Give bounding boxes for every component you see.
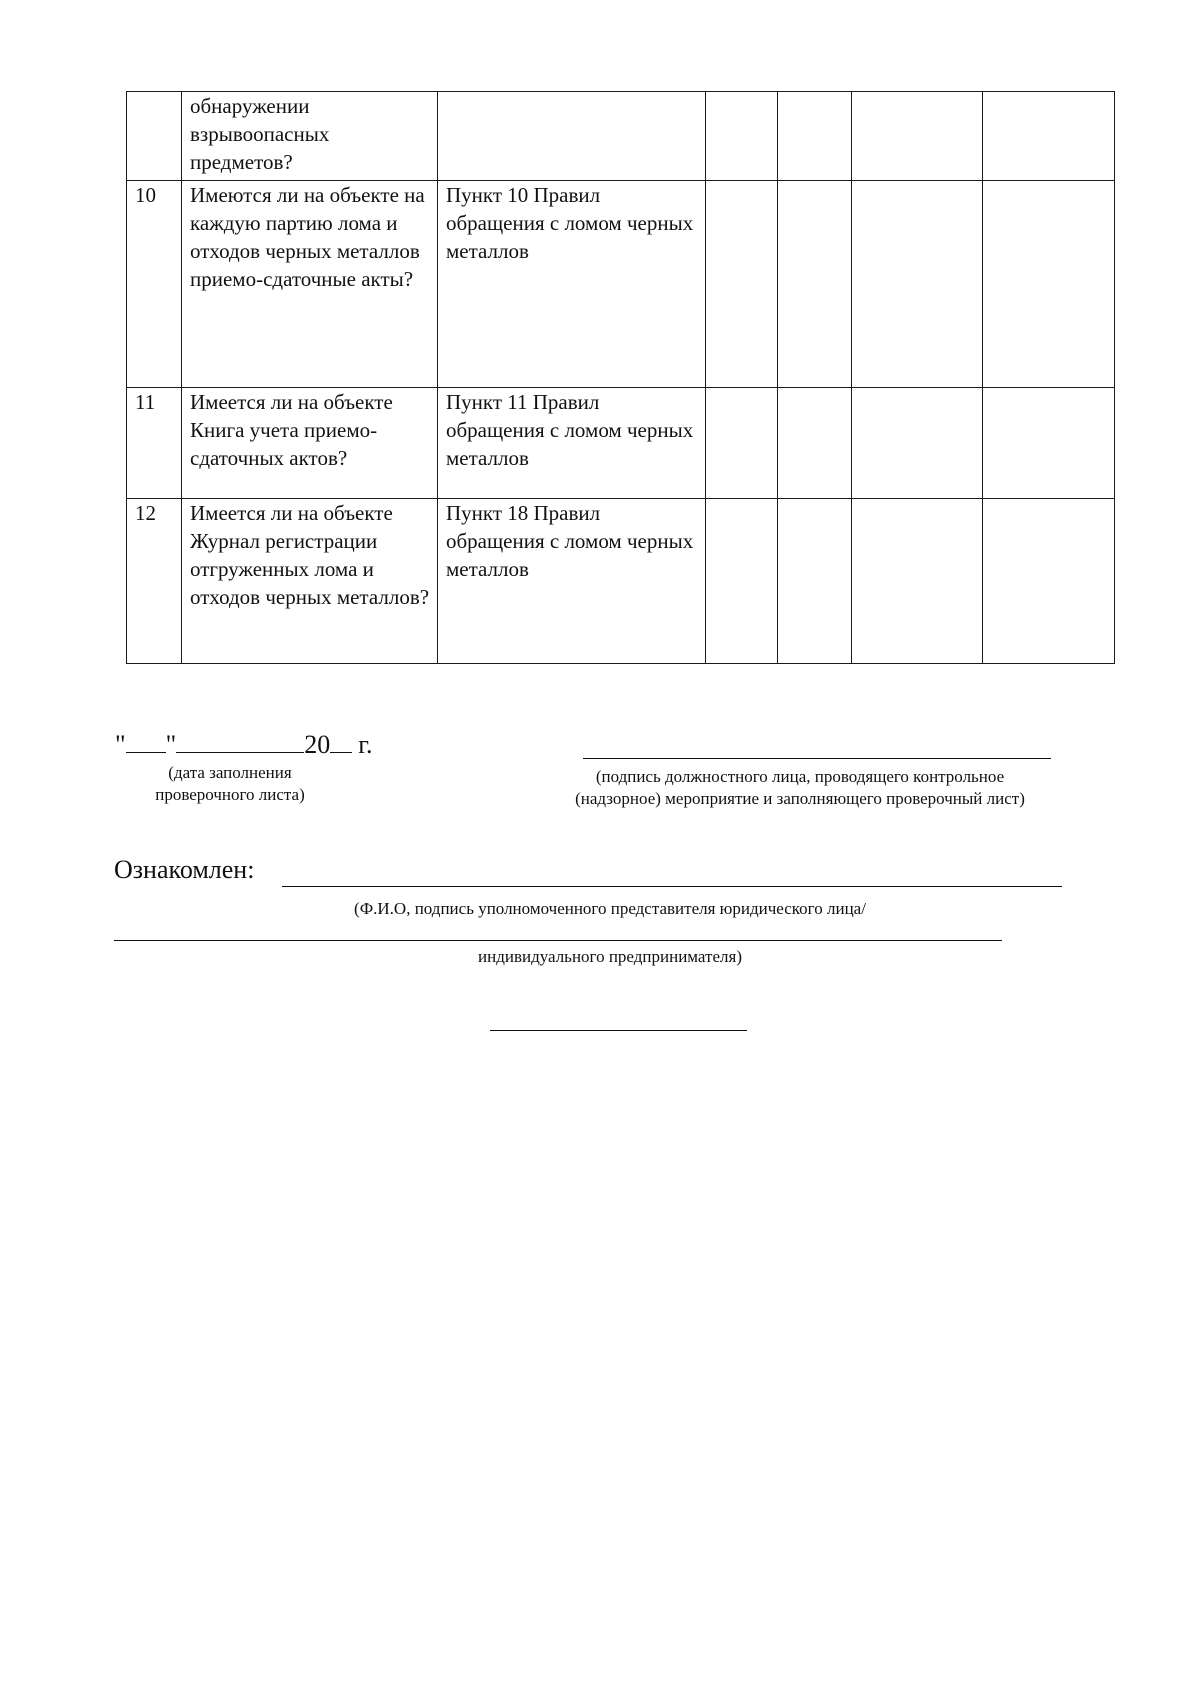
answer-cell — [706, 388, 778, 499]
row-number: 11 — [127, 388, 182, 499]
note-cell — [983, 181, 1115, 388]
answer-cell — [706, 181, 778, 388]
row-number: 12 — [127, 499, 182, 664]
acquainted-second-line — [114, 940, 1002, 941]
answer-cell — [852, 388, 983, 499]
date-quote-close: " — [165, 730, 177, 759]
answer-cell — [852, 181, 983, 388]
year-suffix: г. — [358, 730, 373, 759]
acquainted-caption: (Ф.И.О, подпись уполномоченного представителя юридического лица/ — [354, 899, 866, 918]
answer-cell — [778, 499, 852, 664]
date-fill-line — [115, 730, 372, 760]
signature-line — [583, 758, 1051, 759]
answer-cell — [778, 388, 852, 499]
acquainted-label: Ознакомлен: — [114, 855, 255, 884]
date-caption: (дата заполнения проверочного листа) — [155, 763, 305, 804]
requirement-cell: Пункт 11 Правил обращения с ломом черных металлов — [438, 388, 706, 499]
answer-cell — [852, 92, 983, 181]
acquainted-signature-line — [282, 886, 1062, 887]
end-divider — [490, 1030, 747, 1031]
table-row — [127, 388, 1115, 499]
note-cell — [983, 499, 1115, 664]
table-row — [127, 499, 1115, 664]
question-cell: обнаружении взрывоопасных предметов? — [182, 92, 438, 181]
row-number — [127, 92, 182, 181]
answer-cell — [852, 499, 983, 664]
acquainted-caption-continued: индивидуального предпринимателя) — [478, 947, 742, 966]
table-row — [127, 181, 1115, 388]
checklist-table — [126, 91, 1115, 664]
answer-cell — [706, 92, 778, 181]
table-row — [127, 92, 1115, 181]
answer-cell — [706, 499, 778, 664]
question-cell: Имеется ли на объекте Журнал регистрации отгруженных лома и отходов черных металлов? — [182, 499, 438, 664]
year-blank — [330, 730, 352, 753]
signature-caption: (подпись должностного лица, проводящего контрольное (надзорное) мероприятие и заполняющего проверочный лист) — [575, 767, 1025, 808]
note-cell — [983, 92, 1115, 181]
requirement-cell — [438, 92, 706, 181]
month-blank — [176, 730, 304, 753]
question-cell: Имеется ли на объекте Книга учета приемо-сдаточных актов? — [182, 388, 438, 499]
row-number: 10 — [127, 181, 182, 388]
question-cell: Имеются ли на объекте на каждую партию лома и отходов черных металлов приемо-сдаточные акты? — [182, 181, 438, 388]
answer-cell — [778, 181, 852, 388]
answer-cell — [778, 92, 852, 181]
note-cell — [983, 388, 1115, 499]
year-prefix: 20 — [304, 730, 331, 759]
day-blank — [126, 730, 166, 753]
requirement-cell: Пункт 10 Правил обращения с ломом черных металлов — [438, 181, 706, 388]
date-quote-open: " — [115, 730, 126, 759]
requirement-cell: Пункт 18 Правил обращения с ломом черных металлов — [438, 499, 706, 664]
